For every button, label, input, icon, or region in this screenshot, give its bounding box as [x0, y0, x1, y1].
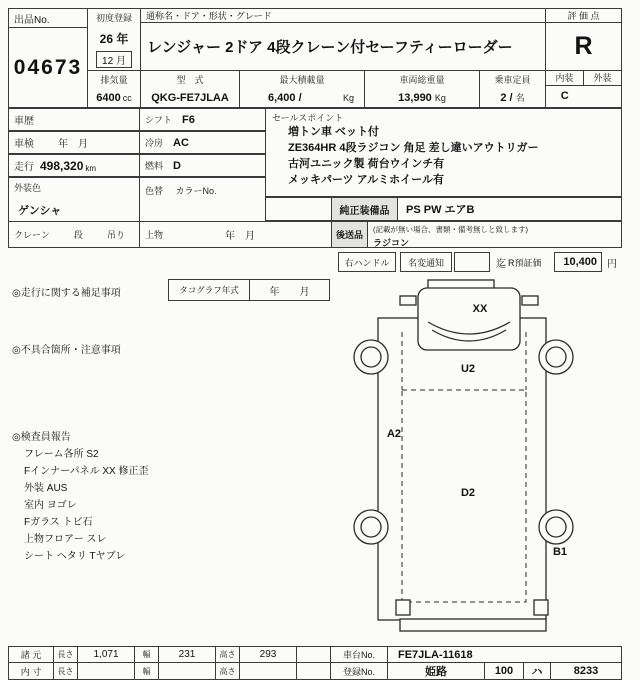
- inspector-line: シート ヘタリ Tヤブレ: [24, 551, 126, 562]
- yen-label: 円: [607, 258, 617, 270]
- max-load-label: 最大積載量: [279, 75, 325, 85]
- model-code-cell: [140, 70, 240, 108]
- name-change-box: 名変通知: [400, 252, 452, 272]
- model-name: レンジャー 2ドア 4段クレーン付セーフティーローダー: [140, 22, 546, 71]
- equipment-label: 純正装備品: [332, 198, 398, 220]
- shift-value: F6: [182, 113, 195, 126]
- inspector-line: 外装 AUS: [24, 483, 68, 494]
- inspector-line: フレーム各所 S2: [24, 449, 99, 460]
- diagram-mark-cab: XX: [472, 303, 488, 315]
- inspection-value: 年 月: [58, 139, 88, 150]
- diagram-mirror-right: [522, 296, 538, 305]
- inner-height-label: 高さ: [215, 662, 240, 680]
- later-items-label: 後送品: [332, 222, 368, 247]
- diagram-mark-rear-right: B1: [552, 546, 568, 558]
- later-items-note: (記載が無い場合、書類・備考無しと致します): [373, 225, 528, 234]
- diagram-tail-lamp-left: [396, 600, 410, 615]
- sales-point-line: 古河ユニック製 荷台ウインチ有: [288, 158, 445, 170]
- diagram-mark-left-side: A2: [386, 428, 402, 440]
- color-no-label: カラーNo.: [175, 186, 217, 196]
- width-value: 231: [158, 646, 216, 663]
- crane-label: クレーン: [14, 230, 50, 240]
- mileage-unit: km: [85, 164, 97, 173]
- equipment-row: [331, 197, 622, 221]
- registration-class: 100: [484, 662, 524, 680]
- gross-weight-unit: Kg: [434, 93, 446, 103]
- equipment-value: PS PW エアB: [406, 204, 475, 216]
- repaint-label: 色替: [145, 186, 164, 196]
- dims-label: 諸 元: [8, 646, 54, 663]
- height-label: 高さ: [215, 646, 240, 663]
- tachograph-value-box: 年 月: [249, 279, 330, 301]
- first-registration-cell: [87, 8, 141, 71]
- diagram-mark-front-body: U2: [460, 363, 476, 375]
- inner-width-value: [158, 662, 216, 680]
- name-change-date-box: [454, 252, 490, 272]
- max-load-unit: Kg: [342, 93, 354, 103]
- inspector-line: Fガラス トビ石: [24, 517, 93, 528]
- inspection-label: 車検: [14, 139, 34, 150]
- inner-dims-label: 内 寸: [8, 662, 54, 680]
- registration-area: 姫路: [387, 662, 485, 680]
- length-value: 1,071: [77, 646, 135, 663]
- interior-exterior-cell: [545, 70, 622, 108]
- exhibit-no-header: 出品No.: [8, 8, 88, 28]
- upper-body-label: 上物: [145, 230, 164, 240]
- displacement-unit: cc: [122, 93, 132, 103]
- exterior-color-label: 外装色: [14, 183, 42, 193]
- fuel-label: 燃料: [145, 161, 164, 171]
- registration-label: 登録No.: [330, 662, 388, 680]
- later-items-value: ラジコン: [373, 238, 410, 248]
- diagram-mark-deck: D2: [460, 487, 476, 499]
- upper-body-cell: [139, 221, 332, 248]
- sales-point-line: メッキパーツ アルミホイール有: [288, 174, 444, 186]
- max-load-value: 6,400 /: [268, 92, 302, 104]
- displacement-cell: [87, 70, 141, 108]
- mileage-cell: [8, 154, 140, 177]
- displacement-value: 6400: [96, 92, 121, 104]
- exterior-label: 外装: [593, 73, 612, 83]
- exterior-color-value: ゲンシャ: [18, 205, 62, 217]
- handle-box: 右ハンドル: [338, 252, 396, 272]
- first-registration-month: 12 月: [96, 51, 132, 68]
- repaint-cell: [139, 177, 266, 222]
- inspector-line: 室内 ヨゴレ: [24, 500, 77, 511]
- gross-weight-label: 車両総重量: [399, 75, 445, 85]
- inspection-cell: [8, 131, 140, 154]
- diagram-mirror-left: [400, 296, 416, 305]
- displacement-label: 排気量: [100, 75, 128, 85]
- sales-point-line: ZE364HR 4段ラジコン 角足 差し違いアウトリガー: [288, 142, 539, 154]
- first-registration-label: 初度登録: [95, 13, 132, 23]
- dims-spacer: [296, 646, 331, 663]
- later-items-row: [331, 221, 622, 248]
- shift-label: シフト: [145, 115, 173, 125]
- first-registration-year: 26 年: [99, 32, 129, 46]
- mid-blank-cell: [265, 197, 332, 221]
- model-code-label: 型 式: [176, 75, 204, 85]
- height-value: 293: [239, 646, 297, 663]
- score-value: R: [545, 22, 622, 71]
- crane-hoist-label: 吊り: [106, 230, 125, 240]
- shift-cell: [139, 108, 266, 131]
- crane-cell: [8, 221, 140, 248]
- exterior-value: [584, 86, 622, 107]
- exhibit-no: 04673: [8, 27, 88, 108]
- length-label: 長さ: [53, 646, 78, 663]
- max-load-cell: [239, 70, 365, 108]
- history-label: 車歴: [14, 116, 34, 127]
- history-cell: [8, 108, 140, 131]
- fuel-value: D: [173, 159, 181, 172]
- tachograph-label-box: タコグラフ年式: [168, 279, 250, 301]
- inner-length-value: [77, 662, 135, 680]
- model-header: 通称名・ドア・形状・グレード: [140, 8, 546, 23]
- gross-weight-value: 13,990: [398, 92, 432, 104]
- score-header: 評 価 点: [545, 8, 622, 23]
- diagram-rear-bumper: [400, 619, 546, 631]
- model-code-value: QKG-FE7JLAA: [151, 92, 229, 104]
- registration-kana: ハ: [523, 662, 551, 680]
- mileage-note: ◎走行に関する補足事項: [12, 288, 121, 299]
- until-label: 迄: [496, 258, 506, 270]
- gross-weight-cell: [364, 70, 480, 108]
- inspector-note: ◎検査員報告: [12, 432, 71, 443]
- capacity-value: 2 /: [500, 92, 513, 104]
- registration-number: 8233: [550, 662, 622, 680]
- inner-height-value: [239, 662, 297, 680]
- sales-points-header: セールスポイント: [272, 113, 344, 123]
- inner-width-label: 幅: [134, 662, 159, 680]
- cooling-label: 冷房: [145, 138, 164, 148]
- inner-length-label: 長さ: [53, 662, 78, 680]
- inspector-line: Fインナーパネル XX 修正歪: [24, 466, 149, 477]
- mileage-label: 走行: [14, 162, 34, 173]
- capacity-cell: [479, 70, 546, 108]
- exterior-color-cell: [8, 177, 140, 222]
- width-label: 幅: [134, 646, 159, 663]
- upper-body-value: 年 月: [225, 231, 256, 242]
- diagram-tail-lamp-right: [534, 600, 548, 615]
- sales-points-box: [265, 108, 622, 197]
- inner-dims-spacer: [296, 662, 331, 680]
- cooling-cell: [139, 131, 266, 154]
- interior-label: 内装: [546, 71, 584, 85]
- vehicle-diagram: [352, 272, 626, 644]
- chassis-label: 車台No.: [330, 646, 388, 663]
- mileage-value: 498,320: [40, 158, 84, 173]
- inspector-line: 上物フロアー スレ: [24, 534, 107, 545]
- capacity-label: 乗車定員: [494, 75, 531, 85]
- capacity-unit: 名: [515, 93, 525, 103]
- deposit-label: R預証価: [508, 257, 542, 268]
- defects-note: ◎不具合箇所・注意事項: [12, 345, 121, 356]
- cooling-value: AC: [173, 136, 189, 149]
- crane-stage-label: 段: [73, 230, 83, 240]
- interior-value: C: [560, 90, 569, 102]
- deposit-value-box: 10,400: [554, 252, 602, 272]
- sales-point-line: 増トン車 ベット付: [288, 126, 380, 138]
- fuel-cell: [139, 154, 266, 177]
- chassis-value: FE7JLA-11618: [387, 646, 622, 663]
